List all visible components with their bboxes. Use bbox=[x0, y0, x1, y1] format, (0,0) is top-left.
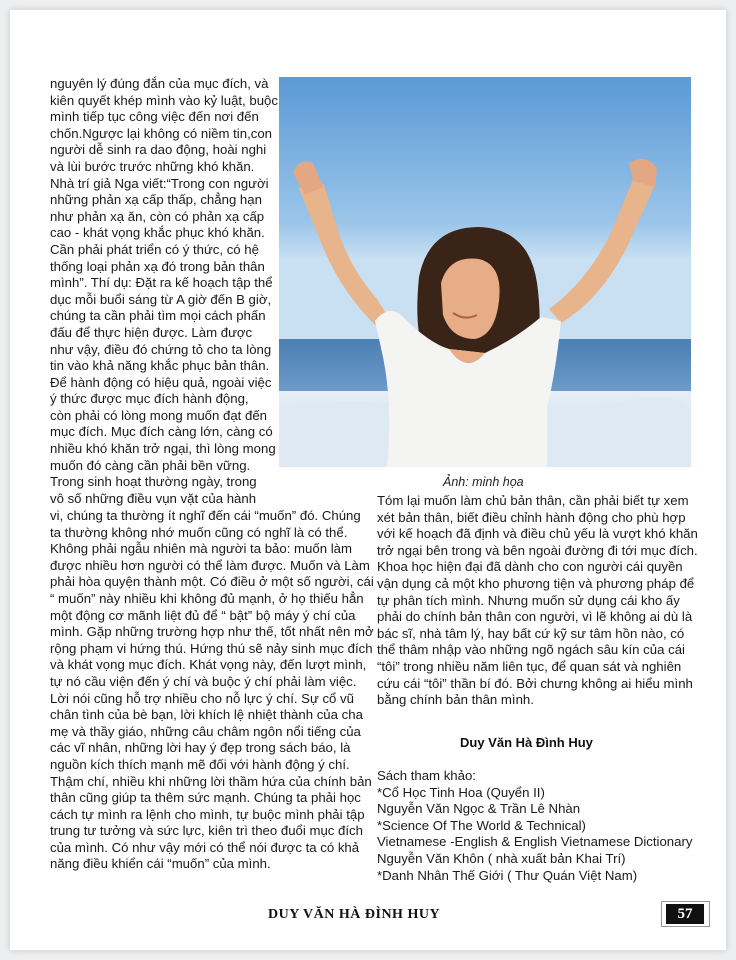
article-left-column bbox=[50, 76, 278, 507]
text-line: ta thường không nhớ muốn cũng có nghĩ là có thể. bbox=[50, 524, 348, 540]
text-line: và lùi bước trước những khó khăn. bbox=[50, 158, 255, 174]
text-line: và khát vọng mục đích. Khát vọng này, đến lượt mình, bbox=[50, 657, 367, 673]
text-line: với kế hoạch đã định và điều chủ yếu là vượt khó khăn bbox=[377, 526, 698, 542]
reference-item: *Cổ Học Tinh Hoa (Quyển II) bbox=[377, 784, 545, 800]
text-line: thể thâm nhập vào những ngõ ngách sâu kín của cái bbox=[377, 642, 685, 658]
photo-caption: Ảnh: minh họa bbox=[443, 475, 524, 489]
text-line: Không phải ngẫu nhiên mà người ta bảo: muốn làm bbox=[50, 541, 352, 557]
text-line: chúng ta cần phải tìm mọi cách phấn bbox=[50, 308, 266, 324]
text-line: cứu cái “tôi” thần bí đó. Bởi chưng không ai hiểu mình bbox=[377, 675, 693, 691]
text-line: như vậy, điều đó chứng tỏ cho ta lòng bbox=[50, 341, 272, 357]
reference-item: Nguyễn Văn Ngọc & Trần Lê Nhàn bbox=[377, 801, 581, 817]
text-line: xét bản thân, biết điều chỉnh hành động cho phù hợp bbox=[377, 509, 686, 525]
text-line: mình. Gặp những trường hợp như thế, tốt nhất nên mở bbox=[50, 624, 374, 640]
text-line: cách tự mình ra lệnh cho mình, tự buộc mình phải tập bbox=[50, 806, 365, 822]
text-line: tự nó cầu viện đến ý chí và buộc ý chí phải làm việc. bbox=[50, 673, 357, 689]
text-line: rộng phạm vi hứng thú. Hứng thú sẽ nảy sinh mục đích bbox=[50, 640, 373, 656]
text-line: tin vào khả năng khắc phục bản thân. bbox=[50, 358, 270, 374]
text-line: Lời nói cũng hỗ trợ nhiều cho nỗ lực ý chí. Sự cổ vũ bbox=[50, 690, 354, 706]
text-line: của mình. Có như vậy mới có thể nói được ta có khả bbox=[50, 839, 360, 855]
text-line: những phản xạ cấp thấp, chẳng hạn bbox=[50, 192, 262, 208]
text-line: chốn.Ngược lại không có niềm tin,con bbox=[50, 125, 272, 141]
text-line: nhiều khó khăn trở ngại, thì lòng mong bbox=[50, 441, 276, 457]
text-line: muốn đó càng cần phải bền vững. bbox=[50, 457, 251, 473]
text-line: Thậm chí, nhiều khi những lời thầm hứa của chính bản bbox=[50, 773, 372, 789]
references-title: Sách tham khảo: bbox=[377, 768, 476, 783]
text-line: nguồn kích thích mạnh mẽ đối với hành động ý chí. bbox=[50, 756, 350, 772]
text-line: trung tư tưởng và sức lực, kiên trì theo đuổi mục đích bbox=[50, 823, 363, 839]
text-line: vô số những điều vụn vặt của hành bbox=[50, 490, 257, 506]
text-line: tự phân tích mình. Nhưng muốn sử dụng cái kho ấy bbox=[377, 592, 680, 608]
reference-item: Vietnamese -English & English Vietnamese Dictionary bbox=[377, 834, 693, 850]
text-line: chân tình của bè bạn, lời khích lệ nhiệt thành của cha bbox=[50, 707, 363, 723]
text-line: mục đích. Mục đích càng lớn, càng có bbox=[50, 424, 273, 440]
text-line: nguyên lý đúng đắn của mục đích, và bbox=[50, 76, 269, 91]
text-line: năng điều khiển cái “muốn” của mình. bbox=[50, 856, 271, 872]
text-line: mẹ và thầy giáo, những câu châm ngôn nổi tiếng của bbox=[50, 723, 361, 739]
text-line: Khoa học hiện đại đã dành cho con người cái quyền bbox=[377, 559, 683, 575]
author-name: Duy Văn Hà Đình Huy bbox=[460, 735, 593, 750]
reference-item: *Science Of The World & Technical) bbox=[377, 817, 586, 833]
text-line: phải hòa quyện thành một. Có điều ở một số người, cái bbox=[50, 574, 374, 590]
references-block bbox=[377, 768, 697, 884]
text-line: đấu để thực hiện được. Làm được bbox=[50, 324, 253, 340]
text-line: mình”. Thí dụ: Đặt ra kế hoạch tập thể bbox=[50, 275, 273, 291]
text-line: Nhà trí giả Nga viết:“Trong con người bbox=[50, 175, 269, 191]
text-line: phải do chính bản thân con người, vì lẽ không ai dù là bbox=[377, 609, 693, 625]
article-wide-column bbox=[50, 508, 380, 873]
text-line: dục mỗi buổi sáng từ A giờ đến B giờ, bbox=[50, 291, 272, 307]
text-line: các vĩ nhân, những lời hay ý đẹp trong sách báo, là bbox=[50, 740, 351, 756]
text-line: Tóm lại muốn làm chủ bản thân, cần phải biết tự xem bbox=[377, 493, 689, 508]
text-line: ý thức được mục đích hành động, bbox=[50, 391, 249, 407]
text-line: thống loại phản xạ đó trong bản thân bbox=[50, 258, 265, 274]
text-line: cao - khát vọng khắc phục khó khăn. bbox=[50, 225, 265, 241]
text-line: mình tiếp tục công việc đến nơi đến bbox=[50, 109, 259, 125]
text-line: Để hành động có hiệu quả, ngoài việc bbox=[50, 374, 272, 390]
reference-item: *Danh Nhân Thế Giới ( Thư Quán Việt Nam) bbox=[377, 867, 638, 883]
text-line: “tôi” trong nhiều năm liên tục, để quan sát và nghiên bbox=[377, 658, 682, 674]
text-line: được nhiều hơn người có thể làm được. Muốn và Làm bbox=[50, 557, 370, 573]
text-line: “ muốn” này nhiều khi không đủ mạnh, ở họ thiếu hẳn bbox=[50, 590, 364, 606]
illustration-photo bbox=[279, 77, 691, 467]
text-line: kiên quyết khép mình vào kỷ luật, buộc bbox=[50, 92, 278, 108]
text-line: vận dụng cả một kho phương tiện và phương pháp để bbox=[377, 575, 695, 591]
text-line: trở ngại bên trong và bên ngoài đường đi tới mục đích. bbox=[377, 542, 698, 558]
text-line: thân cũng giúp ta thêm sức mạnh. Chúng ta phải học bbox=[50, 790, 361, 806]
text-line: còn phải có lòng mong muốn đạt đến bbox=[50, 407, 268, 423]
text-line: như phản xạ ăn, còn có phản xạ cấp bbox=[50, 208, 265, 224]
footer-author: DUY VĂN HÀ ĐÌNH HUY bbox=[268, 907, 441, 922]
woman-arms-raised-image bbox=[279, 77, 691, 467]
reference-item: Nguyễn Văn Khôn ( nhà xuất bản Khai Trí) bbox=[377, 850, 626, 866]
page-number: 57 bbox=[666, 904, 704, 924]
text-line: Trong sinh hoạt thường ngày, trong bbox=[50, 474, 257, 490]
text-line: Cần phải phát triển có ý thức, có hệ bbox=[50, 241, 259, 257]
article-right-column bbox=[377, 493, 698, 709]
text-line: người dễ sinh ra dao động, hoài nghi bbox=[50, 142, 267, 158]
text-line: một động cơ mãnh liệt đủ để “ bật” bộ máy ý chí của bbox=[50, 607, 356, 623]
magazine-page bbox=[10, 10, 726, 950]
text-line: bác sĩ, nhà tâm lý, hay bất cứ kỹ sư tâm hồn nào, có bbox=[377, 625, 685, 641]
text-line: vi, chúng ta thường ít nghĩ đến cái “muốn” đó. Chúng bbox=[50, 508, 361, 523]
text-line: bằng chính bản thân mình. bbox=[377, 692, 534, 708]
